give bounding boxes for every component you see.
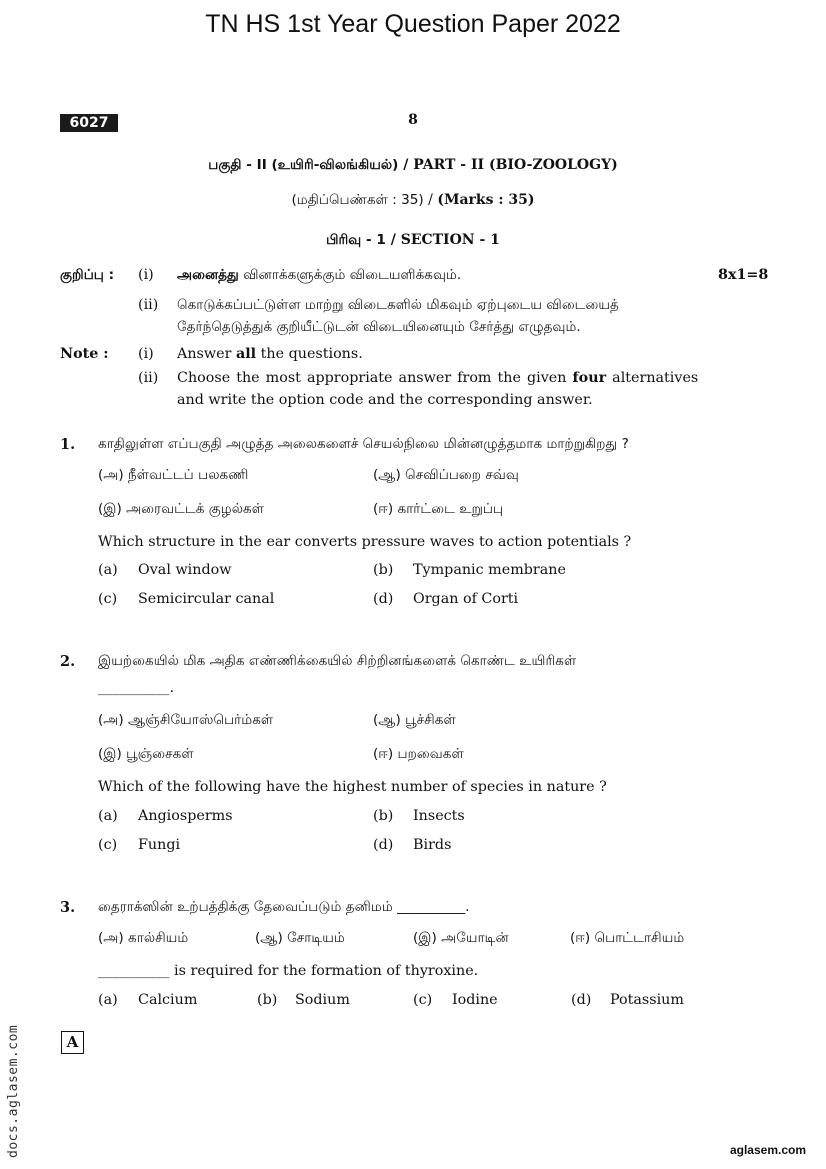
option-tamil: (ஆ) செவிப்பறை சவ்வு (373, 467, 519, 483)
option-text: Organ of Corti (413, 591, 519, 607)
part-heading-tamil: பகுதி - II (உயிரி-விலங்கியல்) (208, 157, 399, 173)
question-blank: __________. (98, 680, 175, 696)
option-label: (b) (257, 992, 278, 1008)
option-label: (a) (98, 562, 118, 578)
option-label: (d) (373, 837, 394, 853)
option-label: (a) (98, 808, 118, 824)
section-heading: பிரிவு - 1 / SECTION - 1 (326, 232, 500, 248)
note-label-tamil: குறிப்பு : (60, 267, 115, 283)
note-ta-num-2: (ii) (138, 297, 159, 313)
question-text-tamil: தைராக்ஸின் உற்பத்திக்கு தேவைப்படும் தனிமம் __________. (98, 899, 470, 915)
marks-heading: (மதிப்பெண்கள் : 35) / (Marks : 35) (291, 192, 535, 208)
note-ta-item-2-line1: கொடுக்கப்பட்டுள்ள மாற்று விடைகளில் மிகவும் ஏற்புடைய விடையைத் (177, 297, 619, 313)
paper-code-badge: 6027 (60, 114, 118, 132)
marks-tamil: (மதிப்பெண்கள் : 35) (291, 192, 424, 208)
note-ta-num-1: (i) (138, 267, 154, 283)
page-number: 8 (408, 112, 418, 128)
option-text: Insects (413, 808, 465, 824)
part-heading-english: PART - II (BIO-ZOOLOGY) (413, 157, 618, 173)
booklet-letter-box: A (61, 1031, 84, 1054)
question-number: 2. (60, 653, 76, 670)
option-label: (c) (98, 837, 118, 853)
option-tamil: (ஈ) கார்ட்டை உறுப்பு (373, 501, 504, 517)
option-tamil: (இ) அயோடின் (413, 930, 509, 946)
marks-scheme: 8x1=8 (718, 267, 769, 283)
section-english: SECTION - 1 (400, 232, 500, 248)
note-en-num-1: (i) (138, 346, 154, 362)
question-text-english: __________ is required for the formation of thyroxine. (98, 963, 479, 979)
option-tamil: (அ) நீள்வட்டப் பலகணி (98, 467, 249, 483)
question-text-english: Which structure in the ear converts pressure waves to action potentials ? (98, 534, 632, 550)
option-tamil: (அ) ஆஞ்சியோஸ்பெர்ம்கள் (98, 712, 274, 728)
option-label: (d) (571, 992, 592, 1008)
option-text: Tympanic membrane (413, 562, 566, 578)
question-number: 3. (60, 899, 76, 916)
note-en-item-1: Answer all the questions. (177, 346, 363, 362)
note-ta-item-1: அனைத்து வினாக்களுக்கும் விடையளிக்கவும். (177, 267, 462, 283)
option-text: Semicircular canal (138, 591, 275, 607)
option-label: (b) (373, 808, 394, 824)
question-text-tamil: காதிலுள்ள எப்பகுதி அழுத்த அலைகளைச் செயல்நிலை மின்னழுத்தமாக மாற்றுகிறது ? (98, 436, 629, 452)
note-ta-item-2-line2: தேர்ந்தெடுத்துக் குறியீட்டுடன் விடையினையும் சேர்த்து எழுதவும். (177, 319, 581, 335)
option-text: Potassium (610, 992, 684, 1008)
footer-site: aglasem.com (729, 1143, 806, 1157)
option-text: Calcium (138, 992, 198, 1008)
option-text: Sodium (295, 992, 350, 1008)
option-tamil: (அ) கால்சியம் (98, 930, 189, 946)
option-label: (b) (373, 562, 394, 578)
note-en-item-2-line2: and write the option code and the corresponding answer. (177, 392, 593, 408)
note-label-english: Note : (60, 346, 109, 362)
option-text: Birds (413, 837, 452, 853)
option-text: Iodine (452, 992, 498, 1008)
option-tamil: (ஈ) பொட்டாசியம் (570, 930, 685, 946)
option-tamil: (ஈ) பறவைகள் (373, 746, 464, 762)
option-tamil: (ஆ) பூச்சிகள் (373, 712, 456, 728)
option-tamil: (இ) அரைவட்டக் குழல்கள் (98, 501, 264, 517)
option-label: (c) (98, 591, 118, 607)
option-text: Fungi (138, 837, 181, 853)
marks-english: (Marks : 35) (437, 192, 535, 208)
side-watermark: docs.aglasem.com (6, 1024, 21, 1158)
option-text: Oval window (138, 562, 232, 578)
option-text: Angiosperms (138, 808, 233, 824)
section-tamil: பிரிவு - 1 (326, 232, 386, 248)
note-en-item-2-line1: Choose the most appropriate answer from the given four alternatives (177, 370, 699, 386)
option-tamil: (இ) பூஞ்சைகள் (98, 746, 194, 762)
question-text-english: Which of the following have the highest number of species in nature ? (98, 779, 607, 795)
note-en-num-2: (ii) (138, 370, 159, 386)
part-heading: பகுதி - II (உயிரி-விலங்கியல்) / PART - II (BIO-ZOOLOGY) (208, 157, 618, 173)
question-number: 1. (60, 436, 76, 453)
option-label: (c) (413, 992, 433, 1008)
option-label: (a) (98, 992, 118, 1008)
option-tamil: (ஆ) சோடியம் (255, 930, 345, 946)
option-label: (d) (373, 591, 394, 607)
question-text-tamil: இயற்கையில் மிக அதிக எண்ணிக்கையில் சிற்றினங்களைக் கொண்ட உயிரிகள் (98, 653, 577, 669)
page-banner-title: TN HS 1st Year Question Paper 2022 (205, 10, 621, 38)
